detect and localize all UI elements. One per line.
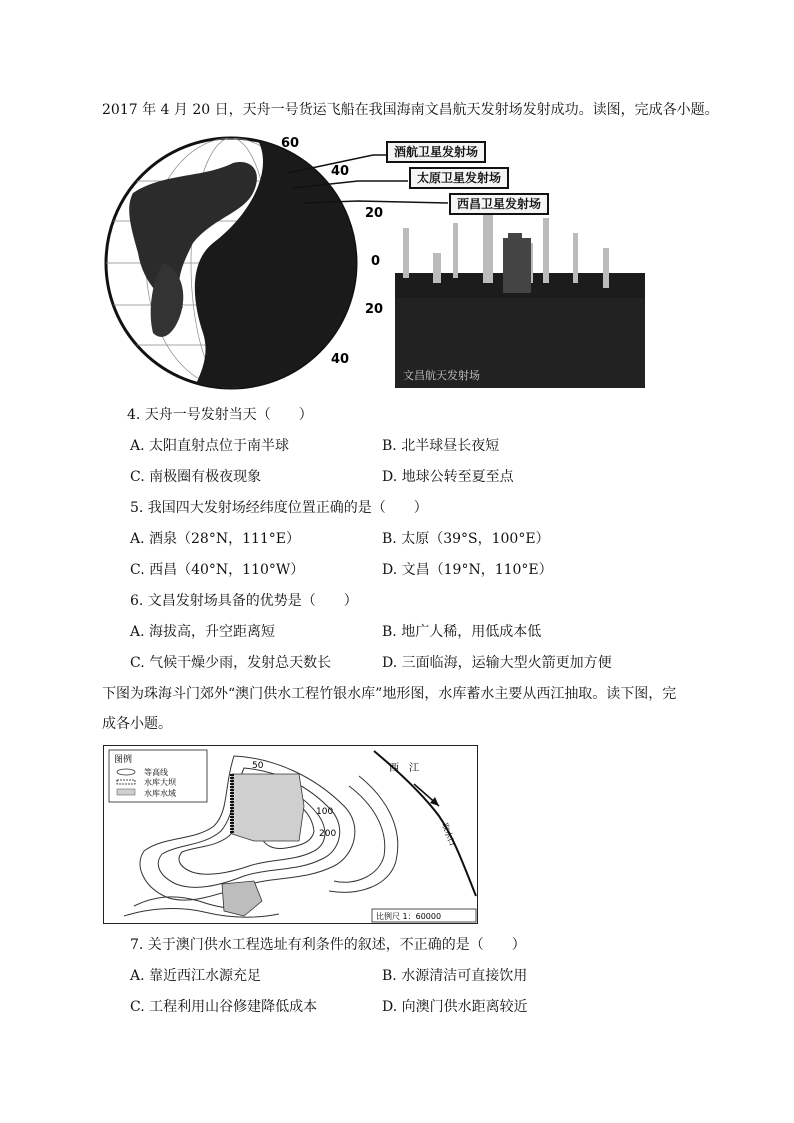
legend-contour: 等高线 [144, 768, 168, 777]
q4-option-d: D. 地球公转至夏至点 [382, 469, 514, 485]
q6-option-a: A. 海拔高，升空距离短 [130, 624, 276, 640]
q4-option-b: B. 北半球昼长夜短 [382, 438, 500, 454]
lat-label-60: 60 [281, 136, 300, 151]
q7-option-a: A. 靠近西江水源充足 [130, 968, 262, 984]
lat-label-20s: 20 [365, 302, 384, 317]
q5-option-a: A. 酒泉（28°N，111°E） [130, 531, 301, 547]
q7-option-c: C. 工程利用山谷修建降低成本 [130, 999, 318, 1015]
lat-label-0: 0 [371, 254, 381, 269]
question-4-stem: 4. 天舟一号发射当天（ ） [127, 407, 313, 423]
question-6-stem: 6. 文昌发射场具备的优势是（ ） [130, 593, 358, 609]
q6-option-d: D. 三面临海，运输大型火箭更加方便 [382, 655, 612, 671]
q6-option-b: B. 地广人稀，用低成本低 [382, 624, 542, 640]
river-label: 西 江 [389, 763, 419, 774]
q5-option-b: B. 太原（39°S，100°E） [382, 531, 550, 547]
figure-reservoir-map [103, 745, 478, 924]
intro-text-2-line2: 成各小题。 [102, 716, 172, 732]
legend-water: 水库水域 [144, 789, 176, 798]
q5-option-c: C. 西昌（40°N，110°W） [130, 562, 305, 578]
q4-option-a: A. 太阳直射点位于南半球 [130, 438, 290, 454]
photo-caption: 文昌航天发射场 [403, 369, 480, 382]
intro-text-1: 2017 年 4 月 20 日，天舟一号货运飞船在我国海南文昌航天发射场发射成功。读图，完成各小题。 [102, 102, 719, 118]
reservoir-map-svg [104, 746, 477, 923]
lat-label-40s: 40 [331, 352, 350, 367]
pump-label: 取水口 [440, 821, 457, 848]
q7-option-b: B. 水源清洁可直接饮用 [382, 968, 528, 984]
label-taiyuan: 太原卫星发射场 [409, 167, 509, 189]
q4-option-c: C. 南极圈有极夜现象 [130, 469, 262, 485]
map-scale: 比例尺 1：60000 [376, 912, 442, 921]
intro-text-2-line1: 下图为珠海斗门郊外“澳门供水工程竹银水库”地形图，水库蓄水主要从西江抽取。读下图，完 [102, 686, 677, 702]
label-xichang: 西昌卫星发射场 [449, 193, 549, 215]
globe-figure-svg [103, 133, 648, 391]
q6-option-c: C. 气候干燥少雨，发射总天数长 [130, 655, 332, 671]
contour-label-100: 100 [316, 807, 334, 817]
reservoir-water-lower [222, 881, 262, 916]
figure-launch-sites [103, 133, 648, 391]
label-jiuquan: 酒航卫星发射场 [386, 141, 486, 163]
question-7-stem: 7. 关于澳门供水工程选址有利条件的叙述，不正确的是（ ） [130, 937, 526, 953]
contour-label-200: 200 [319, 829, 337, 839]
lat-label-20n: 20 [365, 206, 384, 221]
lat-label-40n: 40 [331, 164, 350, 179]
question-5-stem: 5. 我国四大发射场经纬度位置正确的是（ ） [130, 500, 428, 516]
legend-title: 图例 [114, 755, 133, 765]
q5-option-d: D. 文昌（19°N，110°E） [382, 562, 553, 578]
legend-dam: 水库大坝 [144, 778, 176, 787]
q7-option-d: D. 向澳门供水距离较近 [382, 999, 528, 1015]
contour-label-50: 50 [252, 761, 264, 771]
reservoir-water-upper [232, 774, 304, 841]
